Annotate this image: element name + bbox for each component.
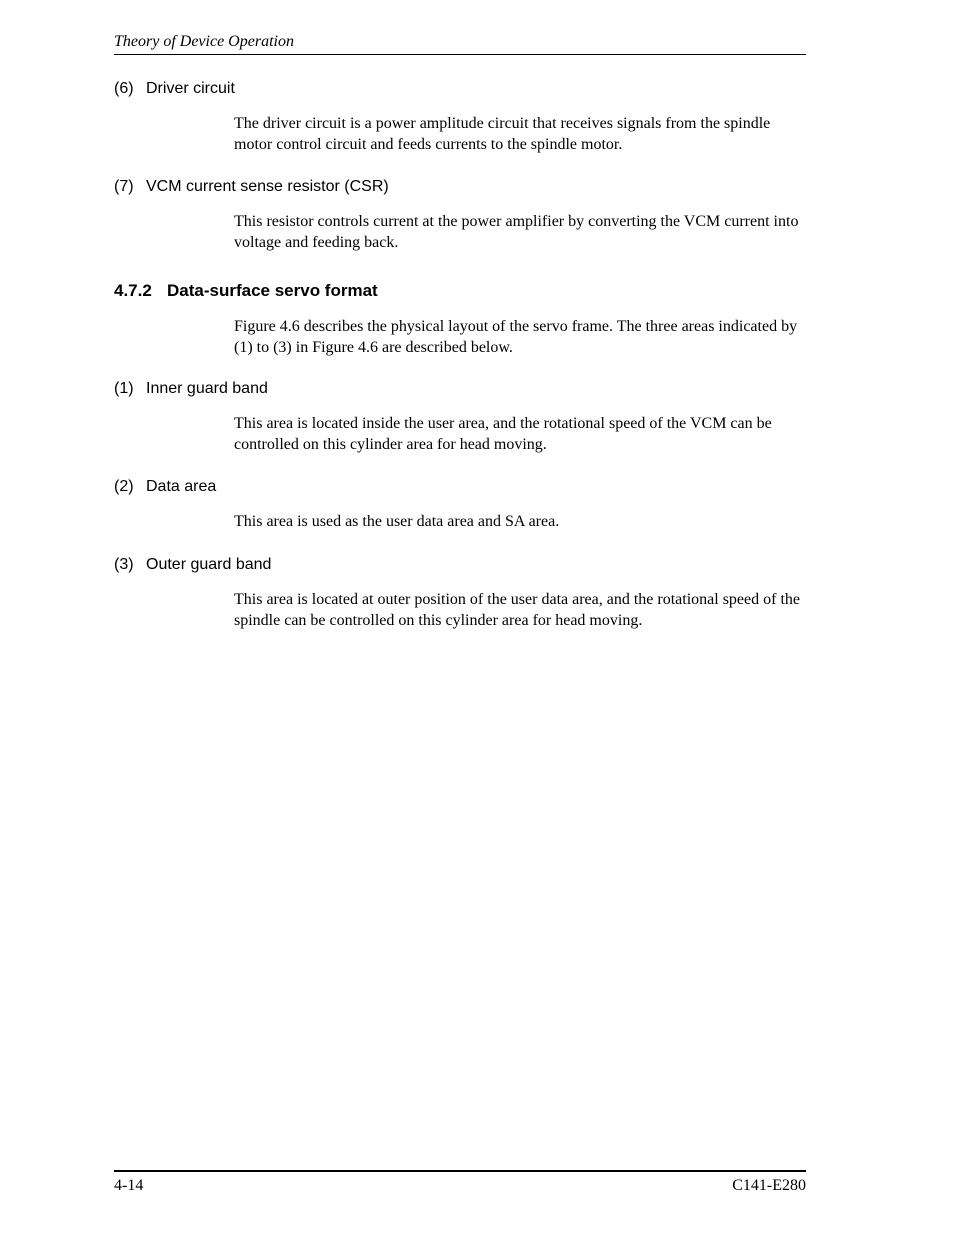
section-number: 4.7.2 (114, 281, 152, 300)
item-heading-outer-guard-band (114, 555, 271, 575)
paragraph-outer-guard-band: This area is located at outer position of the user data area, and the rotational speed of the spindle can be controlled on this cylinder area for head moving. (234, 591, 801, 629)
section-heading-data-surface-servo-format (114, 280, 378, 302)
item-heading-driver-circuit (114, 79, 235, 99)
item-number: (3) (114, 556, 134, 573)
item-title: Outer guard band (146, 556, 272, 573)
item-heading-inner-guard-band (114, 379, 268, 399)
paragraph-driver-circuit: The driver circuit is a power amplitude circuit that receives signals from the spindle motor control circuit and feeds currents to the spindle motor. (234, 115, 771, 153)
item-heading-vcm-csr (114, 177, 389, 197)
item-number: (2) (114, 478, 134, 495)
item-number: (7) (114, 178, 134, 195)
paragraph-data-area: This area is used as the user data area and SA area. (234, 513, 560, 530)
item-heading-data-area (114, 477, 216, 497)
document-code: C141-E280 (732, 1177, 806, 1194)
item-number: (1) (114, 380, 134, 397)
item-number: (6) (114, 80, 134, 97)
page-number: 4-14 (114, 1177, 144, 1194)
footer-rule (114, 1170, 806, 1172)
item-title: Data area (146, 478, 217, 495)
paragraph-servo-format-intro: Figure 4.6 describes the physical layout of the servo frame. The three areas indicated by (1) to (3) in Figure 4.6 are described below. (234, 318, 798, 356)
header-rule (114, 54, 806, 55)
item-title: Driver circuit (146, 80, 235, 97)
running-header: Theory of Device Operation (114, 33, 294, 50)
paragraph-vcm-csr: This resistor controls current at the power amplifier by converting the VCM current into voltage and feeding back. (234, 213, 799, 251)
section-title: Data-surface servo format (167, 281, 378, 300)
item-title: VCM current sense resistor (CSR) (146, 178, 389, 195)
item-title: Inner guard band (146, 380, 268, 397)
paragraph-inner-guard-band: This area is located inside the user area, and the rotational speed of the VCM can be controlled on this cylinder area for head moving. (234, 415, 772, 453)
